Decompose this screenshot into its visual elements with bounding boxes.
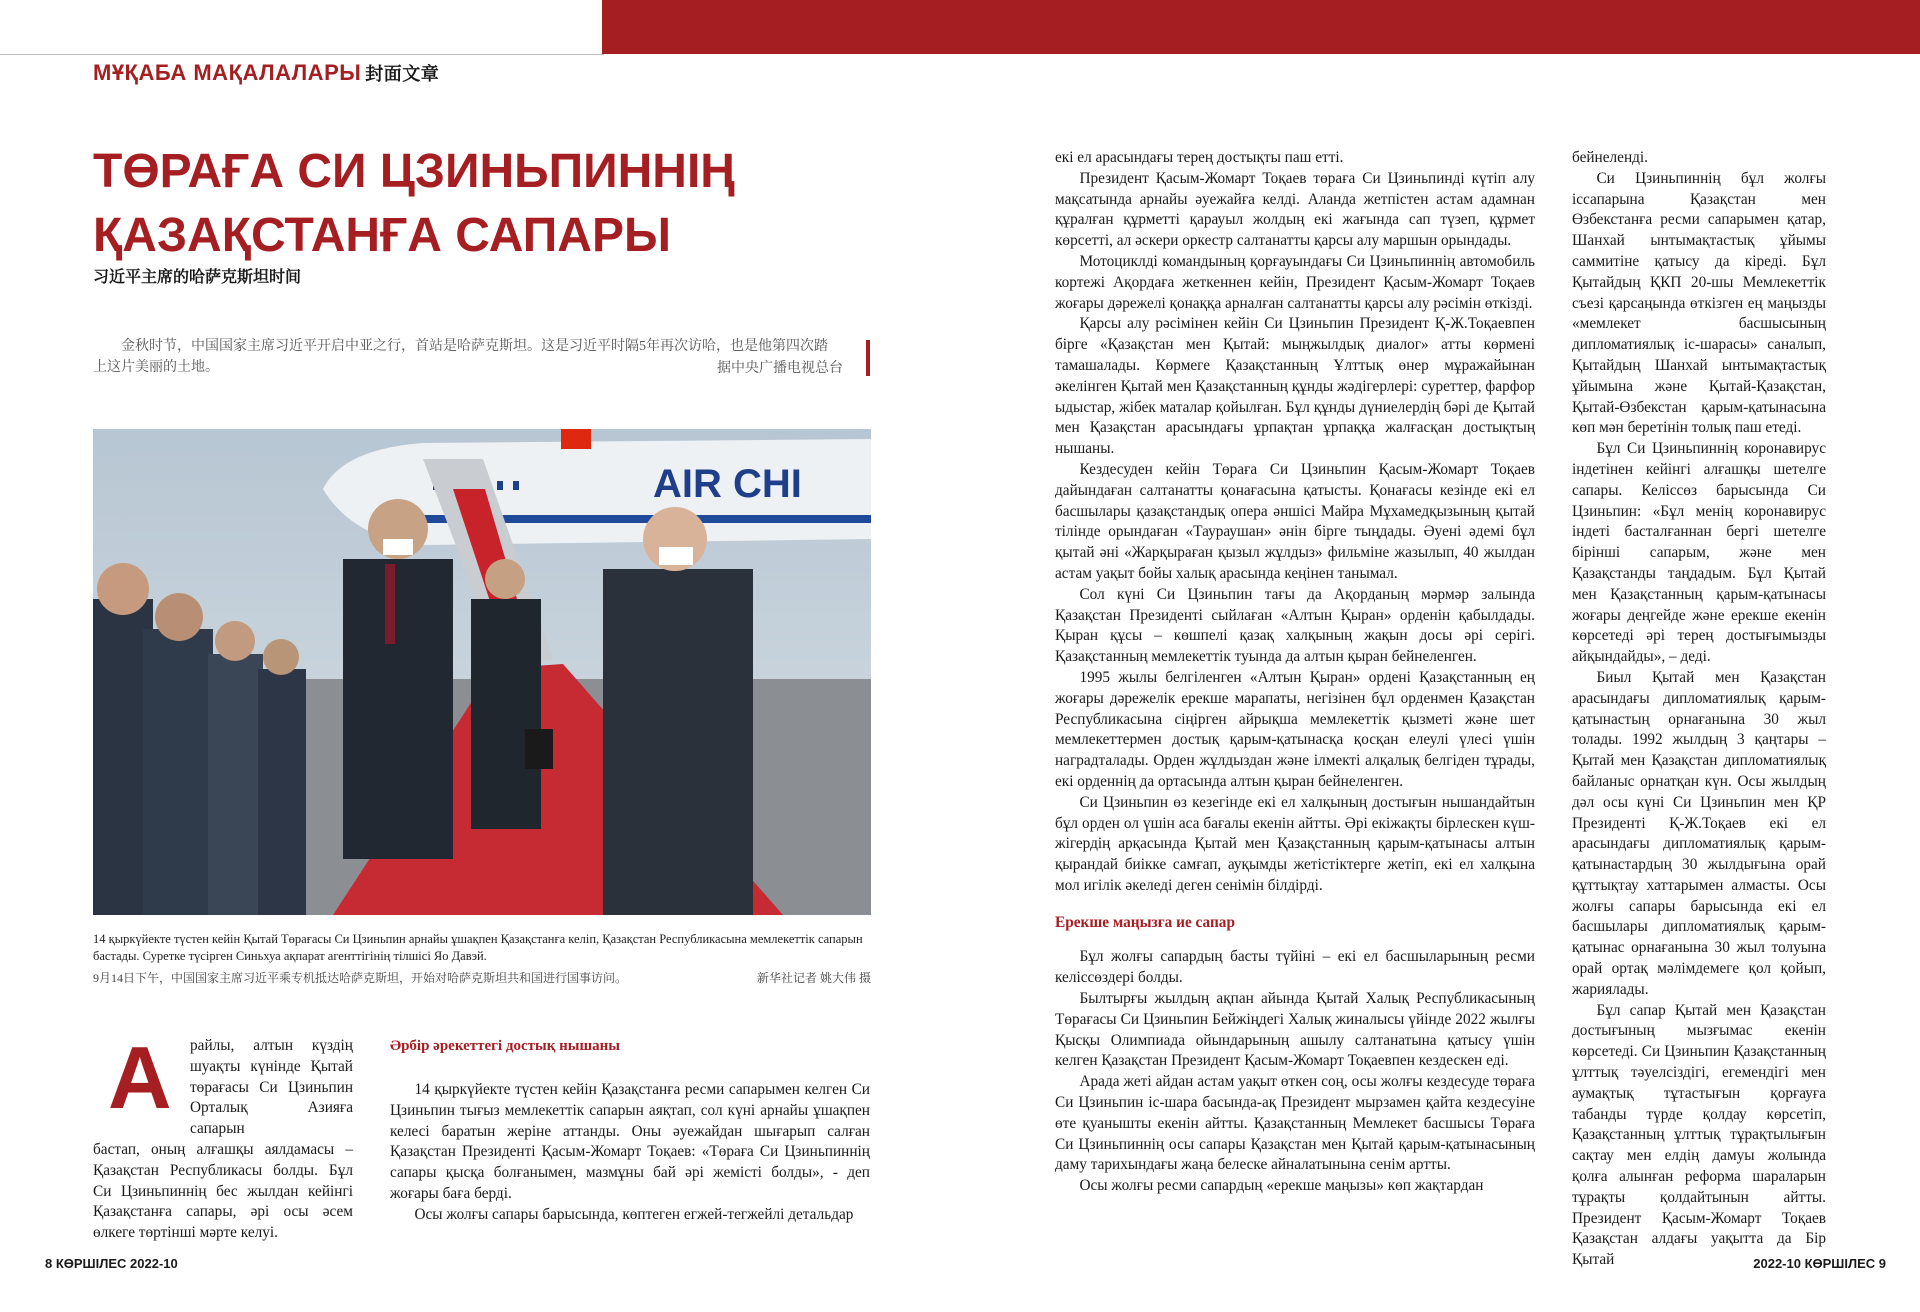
- section-label-kz: МҰҚАБА МАҚАЛАЛАРЫ: [93, 60, 362, 85]
- paragraph: Сол күні Си Цзиньпин тағы да Ақорданың мәрмәр залында Қазақстан Президенті сыйлаған «Алтын Қыран» орденін қабылдады. Қыран құсы – көшпелі қазақ халқының жақын досы әрі серігі. Қазақстанның мемлекеттік туында да алтын қыран бейнеленген.: [1055, 585, 1535, 666]
- intro-text-b: бастап, оның алғашқы аялдамасы – Қазақстан Республикасы болды. Бұл Си Цзиньпиннің бес жылдан кейінгі Қазақстанға сапары, әрі осы әсем өлкеге төртінші мәрте келуі.: [93, 1141, 353, 1242]
- subhead-significance: Ерекше маңызға ие сапар: [1055, 913, 1235, 931]
- lead-accent-mark: [866, 340, 870, 376]
- paragraph: Бұл сапар Қытай мен Қазақстан достығының мызғымас екенін көрсетеді. Си Цзиньпин Қазақстанның ұлттық тәуелсіздігі, егемендігі мен аумақтық тұтастығын қорғауға табанды түрде қолдау көрсетіп, Қазақстанның ұлттық тұрақтылығын сақтау мен елдің дамуы жолында қолға алынған реформа шараларын тұрақты қолдайтынын айтты. Президент Қасым-Жомарт Тоқаев Қазақстан алдағы уақытта да Бір Қытай: [1572, 1001, 1826, 1269]
- paragraph: Қарсы алу рәсімінен кейін Си Цзиньпин Президент Қ-Ж.Тоқаевпен бірге «Қазақстан мен Қытай: мыңжылдық диалог» атты көрмені тамашалады. Көрмеге Қазақстанның Ұлттық өнер мұражайынан әкелінген Қытай мен Қазақстанның құнды жәдігерлері: суреттер, фарфор ыдыстар, жібек маталар қойылған. Бұл құнды дүниелердің бәрі де Қытай мен Қазақстан арасындағы ұрпақтан ұрпаққа жалғасқан достықтың нышаны.: [1055, 315, 1535, 458]
- paragraph: Бұл жолғы сапардың басты түйіні – екі ел басшыларының ресми келіссөздері болды.: [1055, 948, 1535, 987]
- photo-credit-zh: 新华社记者 姚大伟 摄: [756, 971, 871, 985]
- photo-illustration: [93, 429, 871, 915]
- paragraph: Былтырғы жылдың ақпан айында Қытай Халық Республикасының Төрағасы Си Цзиньпин Бейжіңдегі Халық жиналысы үйінде 2022 жылғы Қысқы Олимпиада ойындарының ашылу салтанатына қатысу үшін келген Қазақстан Президент Қасым-Жомарт Тоқаевпен кездескен еді.: [1055, 990, 1535, 1070]
- intro-text-a: райлы, алтын күздің шуақты күнінде Қытай төрағасы Си Цзиньпин Орталық Азияға сапарын: [190, 1037, 353, 1138]
- article-subtitle-zh: 习近平主席的哈萨克斯坦时间: [93, 269, 302, 286]
- paragraph: Си Цзиньпин өз кезегінде екі ел халқының достығын нышандайтын бұл орден ол үшін аса бағалы екенін айтты. Әрі екіжақты бірлескен күш-жігердің арқасында Қытай мен Қазақстанның қарым-қатынасы алтын қырандай биікке самғап, ауқымды жетістіктерге жетіп, екі ел халқына мол игілік әкеледі деген сенімін білдірді.: [1055, 793, 1535, 894]
- paragraph: Президент Қасым-Жомарт Тоқаев төраға Си Цзиньпинді күтіп алу мақсатында арнайы әуежайға келді. Аланда жетпістен астам адамнан құралған құрметті қарауыл жолдың екі жағында сап түзеп, құрмет көрсетті, ал әскери оркестр салтанатты қарсы алу маршын орындады.: [1055, 169, 1535, 250]
- column-3: [1055, 148, 1535, 1197]
- article-photo: [93, 429, 871, 915]
- title-line-1: ТӨРАҒА СИ ЦЗИНЬПИННІҢ: [93, 145, 735, 198]
- title-line-2: ҚАЗАҚСТАНҒА САПАРЫ: [93, 209, 671, 262]
- paragraph: 14 қыркүйекте түстен кейін Қазақстанға ресми сапарымен келген Си Цзиньпин тығыз мемлекеттік сапарын аяқтап, сол күні арнайы ұшақпен келесі баратын жеріне аттанды. Оны әуежайдан шығарып салған Қазақстан Президенті Қасым-Жомарт Тоқаев: «Төраға Си Цзиньпиннің сапары қысқа болғанымен, мазмұны бай әрі жемісті болды», - деп жоғары баға берді.: [390, 1081, 870, 1202]
- left-page-folio: 8 КӨРШІЛЕС 2022-10: [45, 1256, 178, 1271]
- escort-figure: [471, 559, 553, 829]
- intro-column-top: [190, 1036, 353, 1140]
- header-accent-bar: [602, 0, 1920, 54]
- lead-source-zh: 据中央广播电视总台: [717, 361, 843, 376]
- photo-caption-kz: 14 қыркүйекте түстен кейін Қытай Төрағасы Си Цзиньпин арнайы ұшақпен Қазақстанға келіп, Қазақстан Республикасына мемлекеттік сапарын бастады. Суретке түсірген Синьхуа ақпарат агенттігінің тілшісі Яо Давэй.: [93, 932, 863, 963]
- section-label-zh: 封面文章: [365, 64, 440, 84]
- paragraph: Си Цзиньпиннің бұл жолғы іссапарына Қазақстан мен Өзбекстанға ресми сапарымен қатар, Шанхай ынтымақтастық ұйымы саммитіне қатысу да кіреді. Бұл Қытайдың ҚКП 20-шы Мемлекеттік съезі қарсаңында өткізген ең маңызды «мемлекет басшысының дипломатиялық іс-шарасы» саналып, Қытайдың Шанхай ынтымақтастық ұйымына және Қытай-Қазақстан, Қытай-Өзбекстан қарым-қатынасына көп мән беретінін толық паш етеді.: [1572, 169, 1826, 437]
- paragraph: 1995 жылы белгіленген «Алтын Қыран» ордені Қазақстанның ең жоғары дәрежелік ерекше марапаты, негізінен бұл орденмен Қазақстан Республикасына сіңірген айрықша мемлекеттік қызметі және шет мемлекеттермен достық қарым-қатынасқа қосқан елеулі үлесі үшін наградталады. Орден жұлдыздан және ілмекті алқалық белгіден тұрады, екі орденнің да ортасында алтын қыран бейнеленген.: [1055, 668, 1535, 790]
- header-rule: [0, 54, 604, 55]
- chinese-flag: [561, 429, 591, 449]
- paragraph: Мотоциклді командының қорғауындағы Си Цзиньпиннің автомобиль кортежі Ақордаға жеткеннен кейін, Президент Қасым-Жомарт Тоқаев жоғары дәрежелі қонаққа арналған салтанатты қарсы алу рәсімін өткізді.: [1055, 252, 1535, 312]
- lead-paragraph-zh: 金秋时节，中国国家主席习近平开启中亚之行，首站是哈萨克斯坦。这是习近平时隔5年再次访哈，也是他第四次踏上这片美丽的土地。: [93, 339, 828, 375]
- column-2: [390, 1060, 870, 1226]
- paragraph: Арада жеті айдан астам уақыт өткен соң, осы жолғы кездесуде төраға Си Цзиньпин іс-шара басында-ақ Президент мырзамен қайта кездесуіне өте қуанышты екенін айтты. Қазақстанның Мемлекет басшысы Төраға Си Цзиньпиннің осы сапары Қазақстан мен Қытай қарым-қатынасының даму тарихындағы жаңа белеске айналатынына сенім артты.: [1055, 1073, 1535, 1174]
- section-label: [93, 60, 439, 86]
- column-4: [1572, 148, 1826, 1271]
- subhead-friendship: Әрбір әрекеттегі достық нышаны: [390, 1038, 620, 1054]
- article-title: [93, 140, 735, 268]
- intro-column-bottom: [93, 1140, 353, 1244]
- paragraph: Кездесуден кейін Төраға Си Цзиньпин Қасым-Жомарт Тоқаев дайындаған салтанатты қонағасына қатысты. Қонағасы кезінде екі ел басшылары қазақстандық опера әншісі Майра Мұхамедқызының қытай тілінде орындаған «Таураушан» әнін бірге тыңдады. Әуені әдемі бұл қытай әні «Жарқыраған қызыл жұлдыз» фильміне жазылып, 40 жылдан астам уақыт бойы халық арасында кеңінен танымал.: [1055, 460, 1535, 582]
- airplane-lettering: AIR CHI: [653, 462, 802, 506]
- paragraph: Осы жолғы ресми сапардың «ерекше маңызы» көп жақтардан: [1079, 1177, 1484, 1195]
- paragraph: Биыл Қытай мен Қазақстан арасындағы дипломатиялық қарым-қатынастың орнағанына 30 жыл толады. 1992 жылдың 3 қаңтары – Қытай мен Қазақстан дипломатиялық байланыс орнатқан күн. Осы жылдың дәл осы күні Си Цзиньпин мен ҚР Президенті Қ-Ж.Тоқаев екі ел арасындағы дипломатиялық қарым-қатынастардың 30 жылдығына орай құттықтау хаттарымен алмасты. Осы жолғы сапары барысында екі ел басшылары дипломатиялық қарым-қатынас орнағанына 30 жыл толуына орай ортақ мәлімдемеге қол қойып, жариялады.: [1572, 668, 1826, 998]
- photo-caption-zh-text: 9月14日下午，中国国家主席习近平乘专机抵达哈萨克斯坦，开始对哈萨克斯坦共和国进行国事访问。: [93, 971, 628, 985]
- right-page-folio: 2022-10 КӨРШІЛЕС 9: [1753, 1256, 1886, 1271]
- drop-cap: А: [108, 1028, 172, 1127]
- paragraph: Бұл Си Цзиньпиннің коронавирус індетінен кейінгі алғашқы шетелге сапары. Келіссөз барысында Си Цзиньпин: «Бұл менің коронавирус індеті басталғаннан бергі шетелге бірінші сапарым, және мен Қазақстанды таңдадым. Бұл Қытай мен Қазақстанның қарым-қатынасы жоғары деңгейде және ерекше екенін көрсетеді әрі терең достығымызды айқындайды», – деді.: [1572, 440, 1826, 666]
- paragraph: бейнеленді.: [1572, 149, 1648, 166]
- paragraph: Осы жолғы сапары барысында, көптеген егжей-тегжейлі детальдар: [414, 1205, 854, 1223]
- paragraph: екі ел арасындағы терең достықты паш етті.: [1055, 149, 1344, 166]
- photo-caption-zh: [93, 969, 871, 986]
